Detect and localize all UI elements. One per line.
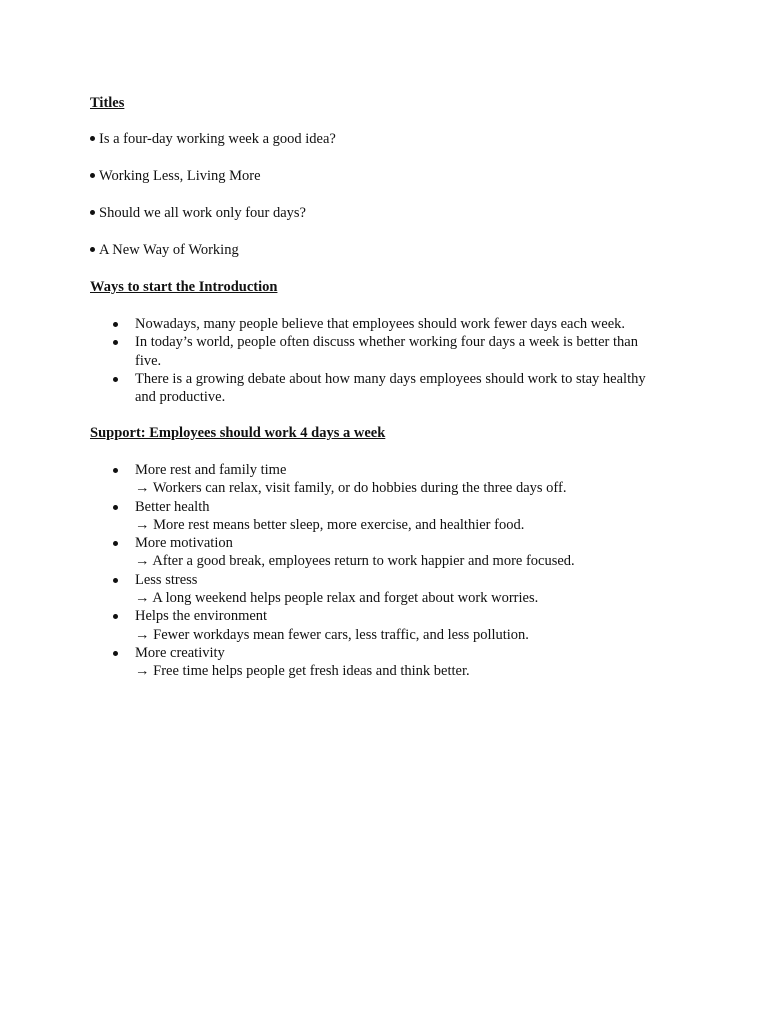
bullet-dot-icon — [90, 136, 95, 141]
title-option — [90, 167, 261, 185]
support-point: Less stress — [135, 571, 198, 588]
list-item — [0, 333, 675, 370]
support-detail: → A long weekend helps people relax and forget about work worries. — [135, 590, 539, 607]
title-option — [90, 130, 336, 148]
bullet-icon — [113, 651, 118, 656]
support-detail: → More rest means better sleep, more exercise, and healthier food. — [135, 516, 525, 533]
list-item-text: There is a growing debate about how many days employees should work to stay healthy — [135, 370, 646, 387]
support-detail: → After a good break, employees return to work happier and more focused. — [135, 553, 575, 570]
support-detail: → Free time helps people get fresh ideas and think better. — [135, 663, 470, 680]
bullet-icon — [113, 505, 118, 510]
list-item — [0, 498, 675, 535]
intro-heading: Ways to start the Introduction — [90, 279, 278, 295]
support-detail: → Workers can relax, visit family, or do hobbies during the three days off. — [135, 480, 567, 497]
title-option-text: Should we all work only four days? — [99, 205, 306, 221]
list-item — [0, 461, 675, 498]
bullet-icon — [113, 541, 118, 546]
list-item-text: Nowadays, many people believe that employees should work fewer days each week. — [135, 316, 626, 332]
support-list — [0, 461, 675, 681]
title-option-text: A New Way of Working — [99, 242, 239, 258]
list-item — [0, 315, 675, 333]
bullet-icon — [113, 322, 118, 327]
support-point: Helps the environment — [135, 608, 268, 625]
support-point: Better health — [135, 498, 210, 515]
list-item — [0, 571, 675, 608]
title-option-text: Working Less, Living More — [99, 168, 261, 184]
bullet-dot-icon — [90, 247, 95, 252]
list-item-text: and productive. — [135, 389, 226, 406]
support-point: More rest and family time — [135, 462, 287, 478]
title-option-text: Is a four-day working week a good idea? — [99, 131, 336, 147]
intro-list — [0, 315, 675, 406]
bullet-icon — [113, 377, 118, 382]
list-item — [0, 644, 675, 681]
list-item — [0, 370, 675, 407]
bullet-icon — [113, 340, 118, 345]
bullet-dot-icon — [90, 210, 95, 215]
list-item-text: five. — [135, 352, 162, 369]
support-point: More creativity — [135, 644, 225, 661]
list-item — [0, 607, 675, 644]
title-option — [90, 241, 239, 259]
title-option — [90, 204, 306, 222]
list-item-text: In today’s world, people often discuss whether working four days a week is better than — [135, 334, 638, 351]
support-heading: Support: Employees should work 4 days a week — [90, 425, 386, 441]
titles-heading: Titles — [90, 95, 125, 111]
bullet-icon — [113, 468, 118, 473]
list-item — [0, 534, 675, 571]
bullet-icon — [113, 614, 118, 619]
bullet-icon — [113, 578, 118, 583]
support-detail: → Fewer workdays mean fewer cars, less traffic, and less pollution. — [135, 626, 529, 643]
bullet-dot-icon — [90, 173, 95, 178]
support-point: More motivation — [135, 535, 233, 552]
